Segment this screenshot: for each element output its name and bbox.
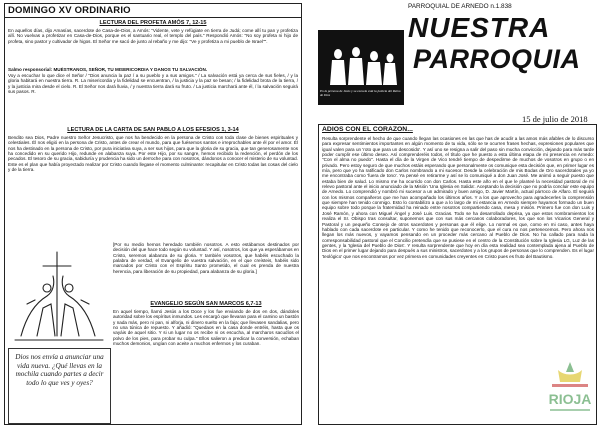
reading2-text: Bendito sea Dios, Padre nuestro Señor Jesucristo, que nos ha bendecido en la persona de Cristo con toda clase de bienes espirituales y celestiales. Él nos eligió en la persona de Cristo, antes de crear el mundo, para que fuésemos santos e irreprochables ante él por el amor. Él nos ha destinado en la persona de Cristo, por pura iniciativa suya, a ser sus hijos, para que la gloria de su gracia, que tan generosamente nos ha concedido en su querido Hijo, redunde en alabanza suya. Por este Hijo, por su sangre, hemos recibido la redención, el perdón de los pecados. El tesoro de su gracia, sabiduría y prudencia ha sido un derroche para con nosotros, dándonos a conocer el misterio de su voluntad. Este es el plan que había proyectado realizar por Cristo cuando llegase el momento culminante: recapitular en Cristo todas las cosas del cielo y de la tierra. [8, 135, 298, 173]
reading2-heading: LECTURA DE LA CARTA DE SAN PABLO A LOS EFESIOS 1, 3-14 [67, 127, 239, 133]
psalm-text: Voy a escuchar lo que dice el Señor / "Dios anuncia la paz / a su pueblo y a sus amigos." / La salvación está ya cerca de sus fieles, / y la gloria habitará en nuestra tierra. R. La misericordia y la fidelidad se encuentran, / la justicia y la paz se besan; / la fidelidad brota de la tierra, / y la justicia mira desde el cielo. R. El Señor nos dará lluvia, / y nuestra tierra dará su fruto. / La justicia marchará ante él, / la salvación seguirá sus pasos. R. [8, 73, 298, 95]
jesus-sending-disciples-illustration [7, 244, 109, 344]
publication-info: PARROQUIAL DE ARNEDO n.1.838 [408, 3, 512, 10]
reading1-heading: LECTURA DEL PROFETA AMÓS 7, 12-15 [99, 20, 207, 26]
article-text: Resulta sorprendente el hecho de que cuando llegan las ocasiones en las que has de acudir a las amos más afables de lo discurso para expresar sentimientos importantes en algún momento de tu vida, sólo se te ocurren frases hechas, expresiones populares que igual valen para un 'roto que para un descosido'. Y así uno se resigna a salir del paso sin mucha convicción, dejando para más tarde poder cumplir ese último deseo. Así comprenderéis todos, el título que he puesto a esta última etapa de mi presencia en Arnedo: "Con el alma no puedo". Hasta el día de la Virgen de Vico tendré tiempo de despedirme de muchos de vosotros en grupo o en privado. Pero estoy seguro de que muchos estáis esperando que personalmente os comunique esta decisión que, en primer lugar es mía, pero que yo ha ratificado don Carlos nombrando a mi sucesor. Desde la celebración de mis Bodas de Oro sacerdotales ya yo me encontraba como 'fuera de tono'. Ya pensé en retirarme y así se lo comuniqué a don Juan José. Me animó a seguir puesto que estaba bien de salud. Lo mismo me ha ocurrido con don Carlos. Hasta este año en el que le planteé la necesidad pastoral de mi relevo pastoral ante el inicio anunciado de la Misión 'Una Iglesia en Salida'. Aceptando la decisión que no podría concluir este equipo de Arnedo. Lo comprendió y nombró mi sucesor a un admirado y buen amigo, D. Javier Martín, actual párroco de Alfaro. El seguirá con los mismos compañeros que me han acompañado los últimos años. Y a los que aprovecho para agradecerles la comprensión que siempre han tenido conmigo. Esto lo contabilizo a que a lo largo de mi estancia en Arnedo siempre hayamos formado un buen equipo sobre todo porque la fraternidad ha reinado entre nosotros compartiendo casa, mesa y misión. Primero fue con don Luis y José Ramón, y ahora con Miguel Ángel y José Luis. Gracias. Todo se ha desarrollado deprisa, ya que estos nombramientos los realiza el Sr. Obispo tras consultar, suponemos que con sus más cercanos colaboradores, los que son los Vicarios General y Pastoral y un pequeño Consejo de otros sacerdotes y personas que él elige. Lo normal es que, como en mi caso, antes haya hablado con cada sacerdote en particular. Y como he tenido que reconocerlo, que el cura no nos pertenecemos. Pero ahora nos llegan los más nuevos, y vayamos pensando en un proceder más cercano al Pueblo de Dios. No ha callado para nada la corresponsabilidad pastoral que el Concilio pretendía que se pusiese en el centro de la Constitución sobre la Iglesia LG, Luz de las gentes, y la 'Iglesia del Pueblo de Dios'. Y resulta sorprendente que hoy en día esta realidad sea contemplada ajena al Pueblo de Dios en el primer lugar dejando para después a sus ministros, sacerdotes y a los grupos de personas que lo comprenden. Es el lugar 'teológico' que nos encontramos por vez primera en comunidades creyentes en Cristo pues es fruto del Bautismo. [322, 136, 594, 259]
reading1-text: En aquellos días, dijo Amasías, sacerdote de Casa-de-Dios, a Amós: "Vidente, vete y refúgiate en tierra de Judá; come allí tu pan y profetiza allí. No vuelvas a profetizar en Casa-de-Dios, porque es el santuario real, el templo del país." Respondió Amós: "No soy profeta ni hijo de profeta, sino pastor y cultivador de higos. El Señor me sacó de junto al rebaño y me dijo: "Ve y profetiza a mi pueblo de Israel"". [8, 28, 298, 44]
svg-text:RIOJA: RIOJA [548, 391, 592, 407]
masthead-title-line1: NUESTRA [408, 12, 551, 43]
rioja-logo [544, 360, 596, 422]
issue-date: 15 de julio de 2018 [522, 114, 588, 124]
reflection-quote: Dios nos envía a anunciar una vida nueva. ¿Qué llevas en la mochila cuando partes a decir todo lo que ves y oyes? [8, 348, 111, 424]
masthead-title-line2: PARROQUIA [413, 44, 581, 74]
reading2-continuation: [Por su medio hemos heredado también nosotros. A esto estábamos destinados por decisión del que hace todo según su voluntad. Y así, nosotros, los que ya esperábamos en Cristo, seremos alabanza de su gloria. Y también vosotros, que habéis escuchado la palabra de verdad, el Evangelio de vuestra salvación, en el que creísteis, habéis sido marcados por Cristo con el Espíritu Santo prometido, el cual es prenda de nuestra herencia, para liberación de su propiedad, para alabanza de su gloria.] [113, 242, 299, 274]
banner-caption: En la persona de Jesús y su escuela está la justicia del Reino de Dios [320, 89, 401, 97]
psalm-response: Salmo responsorial: MUÉSTRANOS, SEÑOR, TU MISERICORDIA Y DANOS TU SALVACIÓN. [8, 67, 208, 72]
divider [5, 17, 301, 18]
article-heading: ADIOS CON EL CORAZON... [322, 126, 413, 133]
gospel-heading: EVANGELIO SEGÚN SAN MARCOS 6,7-13 [150, 301, 262, 307]
page-title: DOMINGO XV ORDINARIO [8, 5, 131, 16]
gospel-text: En aquel tiempo, llamó Jesús a los Doce y los fue enviando de dos en dos, dándoles autoridad sobre los espíritus inmundos. Les encargó que llevaran para el camino un bastón y nada más, pero ni pan, ni alforja, ni dinero suelto en la faja; que llevasen sandalias, pero no una túnica de repuesto. Y añadió: "Quedaos en la casa donde entréis, hasta que os vayáis de aquel sitio. Y si un lugar no os recibe ni os escucha, al marcharos sacudíos el polvo de los pies, para probar su culpa." Ellos salieron a predicar la conversión, echaban muchos demonios, ungían con aceite a muchos enfermos y los curaban. [113, 309, 299, 347]
readings-column [4, 3, 302, 425]
